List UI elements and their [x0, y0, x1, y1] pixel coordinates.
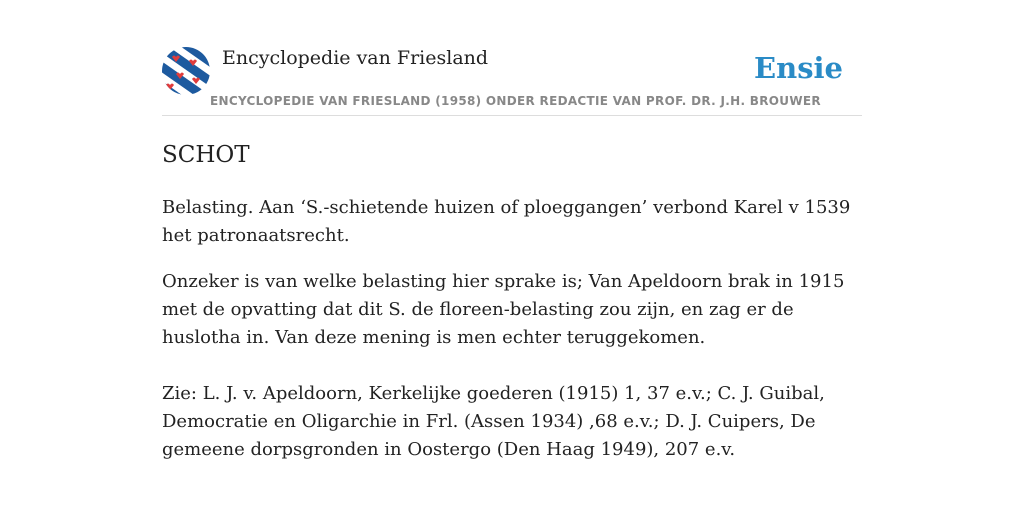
article-paragraph: Onzeker is van welke belasting hier sprake is; Van Apeldoorn brak in 1915 met de opvatting dat dit S. de floreen-belasting zou zijn, en zag er de huslotha in. Van deze mening is men echter teruggekomen.	[162, 271, 845, 348]
site-header	[162, 44, 862, 116]
site-title[interactable]: Encyclopedie van Friesland	[222, 47, 489, 69]
page-title: SCHOT	[162, 142, 250, 168]
site-subtitle: ENCYCLOPEDIE VAN FRIESLAND (1958) ONDER REDACTIE VAN PROF. DR. J.H. BROUWER	[210, 94, 821, 108]
references-paragraph: Zie: L. J. v. Apeldoorn, Kerkelijke goederen (1915) 1, 37 e.v.; C. J. Guibal, Democratie en Oligarchie in Frl. (Assen 1934) ,68 e.v.; D. J. Cuipers, De gemeene dorpsgronden in Oostergo (Den Haag 1949), 207 e.v.	[162, 383, 825, 460]
ensie-brand-logo[interactable]: Ensie	[754, 51, 843, 85]
article	[162, 138, 862, 482]
article-paragraph: Belasting. Aan ‘S.-schietende huizen of ploeggangen’ verbond Karel v 1539 het patronaatsrecht.	[162, 197, 851, 246]
frisian-flag-icon[interactable]	[162, 47, 210, 95]
